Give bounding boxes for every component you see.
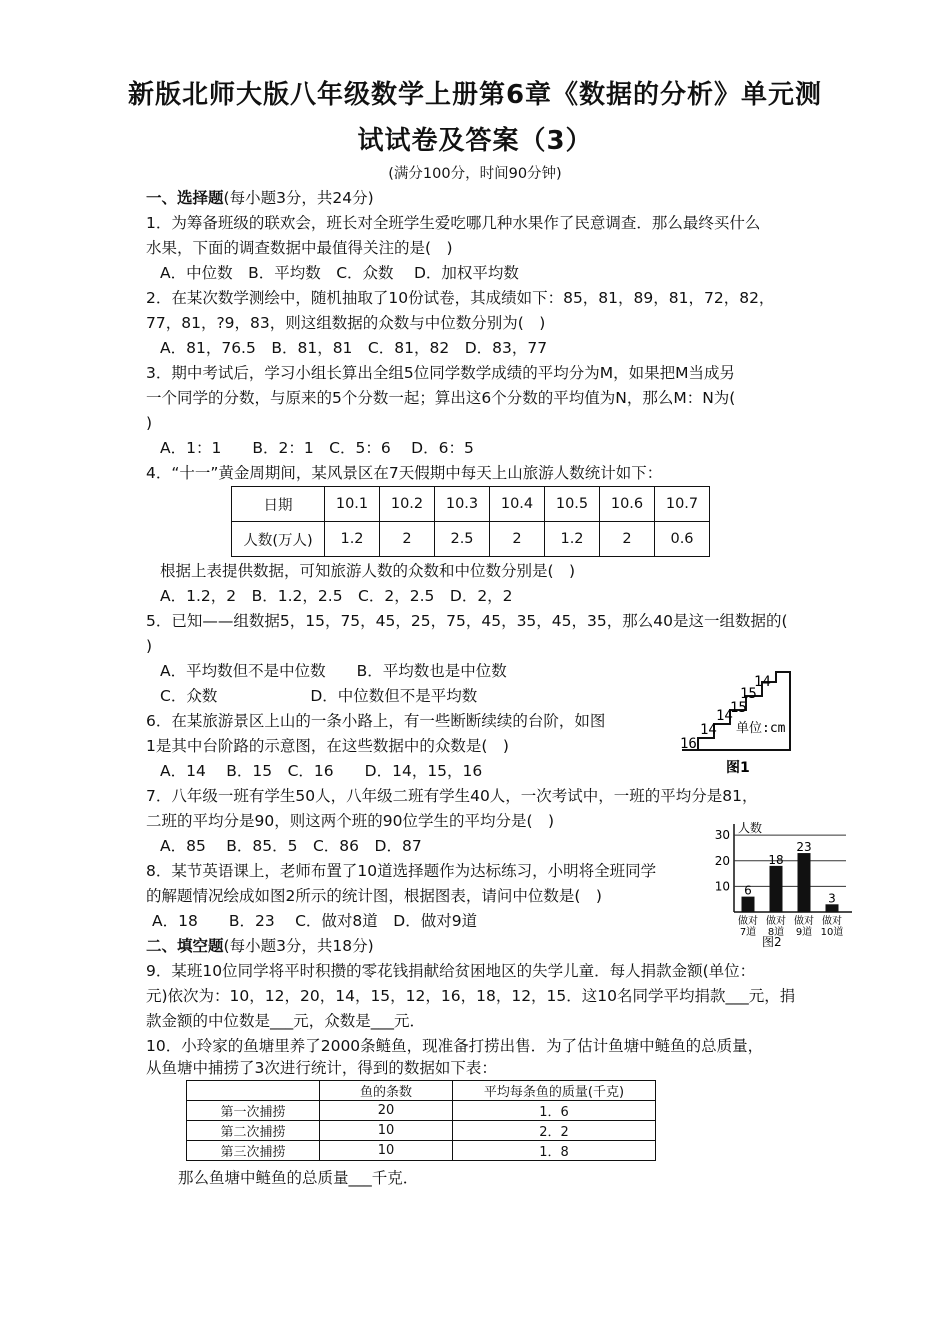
q4-date: 10.3 <box>435 487 490 522</box>
q10-table <box>186 1080 656 1161</box>
category-label: 做对 <box>738 916 758 927</box>
q9-line3: 款金额的中位数是___元，众数是___元． <box>146 1012 426 1030</box>
figure-2-caption: 图2 <box>762 935 782 949</box>
q4-table-row-dates <box>232 487 710 522</box>
q10-cell: 2．2 <box>453 1121 656 1141</box>
q7-options: A．85 B．85．5 C．86 D．87 <box>160 837 422 855</box>
q10-table-row <box>187 1101 656 1121</box>
q10-cell: 第三次捕捞 <box>187 1141 320 1161</box>
q1-line2: 水果，下面的调查数据中最值得关注的是( ) <box>146 239 453 257</box>
q10-cell: 1．6 <box>453 1101 656 1121</box>
bar-value-label: 23 <box>796 840 812 855</box>
q6-options: A．14 B．15 C．16 D．14，15，16 <box>160 762 483 780</box>
figure-1-stairs <box>678 668 798 778</box>
q4-after: 根据上表提供数据，可知旅游人数的众数和中位数分别是( ) <box>160 562 576 580</box>
q4-row2-head: 人数(万人) <box>232 522 325 557</box>
q4-date: 10.7 <box>655 487 710 522</box>
q4-count: 0.6 <box>655 522 710 557</box>
q5-options-ab: A．平均数但不是中位数 B．平均数也是中位数 <box>160 662 507 680</box>
bar <box>826 904 839 912</box>
q4-row1-head: 日期 <box>232 487 325 522</box>
q3-line2: 一个同学的分数，与原来的5个分数一起；算出这6个分数的平均值为N，那么M：N为( <box>146 389 736 407</box>
step-height-label: 16 <box>680 736 697 752</box>
bar <box>770 866 783 912</box>
q4-count: 1.2 <box>545 522 600 557</box>
q5-options-cd: C．众数 D．中位数但不是平均数 <box>160 687 478 705</box>
q1-line1: 1．为筹备班级的联欢会，班长对全班学生爱吃哪几种水果作了民意调查．那么最终买什么 <box>146 214 761 232</box>
q10-cell: 10 <box>320 1121 453 1141</box>
q2-line1: 2．在某次数学测绘中，随机抽取了10份试卷，其成绩如下：85，81，89，81，72，82， <box>146 289 775 307</box>
q2-options: A．81，76.5 B．81，81 C．81，82 D．83，77 <box>160 339 548 357</box>
section-1-note: (每小题3分，共24分) <box>223 189 374 207</box>
q7-line2: 二班的平均分是90，则这两个班的90位学生的平均分是( ) <box>146 812 555 830</box>
section-1-title: 一、选择题 <box>146 189 224 207</box>
bar-value-label: 6 <box>744 883 752 898</box>
section-2-title: 二、填空题 <box>146 937 224 955</box>
q10-after: 那么鱼塘中鲢鱼的总质量___千克． <box>178 1169 419 1187</box>
q10-cell: 1．8 <box>453 1141 656 1161</box>
q10-table-header <box>187 1081 656 1101</box>
q3-line1: 3．期中考试后，学习小组长算出全组5位同学数学成绩的平均分为M，如果把M当成另 <box>146 364 735 382</box>
q6-line2: 1是其中台阶路的示意图，在这些数据中的众数是( ) <box>146 737 509 755</box>
q4-count: 2.5 <box>435 522 490 557</box>
q5-line1: 5．已知——组数据5，15，75，45，25，75，45，35，45，35，那么40是这一组数据的( <box>146 612 788 630</box>
step-height-label: 14 <box>700 722 717 738</box>
y-tick-label: 10 <box>714 879 730 894</box>
category-label: 做对 <box>766 916 786 927</box>
category-label: 8道 <box>767 927 785 938</box>
q3-options: A．1：1 B．2：1 C．5：6 D．6：5 <box>160 439 474 457</box>
q4-date: 10.5 <box>545 487 600 522</box>
y-axis-label: 人数 <box>738 821 763 835</box>
q10-cell: 第二次捕捞 <box>187 1121 320 1141</box>
category-label: 做对 <box>822 916 842 927</box>
q10-header-cell: 平均每条鱼的质量(千克) <box>453 1081 656 1101</box>
q4-date: 10.4 <box>490 487 545 522</box>
q8-line1: 8．某节英语课上，老师布置了10道选择题作为达标练习，小明将全班同学 <box>146 862 657 880</box>
q10-line2: 从鱼塘中捕捞了3次进行统计，得到的数据如下表： <box>146 1059 497 1077</box>
bar <box>742 897 755 912</box>
step-height-label: 14 <box>716 708 733 724</box>
q4-date: 10.1 <box>325 487 380 522</box>
q4-count: 1.2 <box>325 522 380 557</box>
y-tick-label: 20 <box>714 853 730 868</box>
q1-options: A．中位数 B．平均数 C．众数 D．加权平均数 <box>160 264 519 282</box>
figure-1-caption: 图1 <box>726 760 750 776</box>
category-label: 7道 <box>739 927 757 938</box>
q4-line1: 4．“十一”黄金周期间，某风景区在7天假期中每天上山旅游人数统计如下： <box>146 464 663 482</box>
q4-date: 10.2 <box>380 487 435 522</box>
unit-label: 单位:cm <box>736 721 786 736</box>
q9-line1: 9．某班10位同学将平时积攒的零花钱捐献给贫困地区的失学儿童．每人捐款金额(单位： <box>146 962 756 980</box>
q4-table <box>231 486 710 557</box>
q9-line2: 元)依次为：10，12，20，14，15，12，16，18，12，15．这10名同学平均捐款___元，捐 <box>146 987 796 1005</box>
q10-cell: 10 <box>320 1141 453 1161</box>
q10-cell: 20 <box>320 1101 453 1121</box>
q7-line1: 7．八年级一班有学生50人，八年级二班有学生40人，一次考试中，一班的平均分是81， <box>146 787 758 805</box>
bar-value-label: 3 <box>828 891 836 906</box>
q10-table-row <box>187 1141 656 1161</box>
page-title-line2: 试试卷及答案（3） <box>357 126 593 156</box>
q4-count: 2 <box>380 522 435 557</box>
category-label: 做对 <box>794 916 814 927</box>
q8-line2: 的解题情况绘成如图2所示的统计图，根据图表，请问中位数是( ) <box>146 887 602 905</box>
q4-options: A．1.2，2 B．1.2，2.5 C．2，2.5 D．2，2 <box>160 587 513 605</box>
q4-count: 2 <box>490 522 545 557</box>
q5-line2: ) <box>146 637 153 655</box>
q10-cell: 第一次捕捞 <box>187 1101 320 1121</box>
section-2-note: (每小题3分，共18分) <box>223 937 374 955</box>
q4-date: 10.6 <box>600 487 655 522</box>
q4-table-row-counts <box>232 522 710 557</box>
q2-line2: 77，81，?9，83，则这组数据的众数与中位数分别为( ) <box>146 314 546 332</box>
q3-line3: ) <box>146 414 153 432</box>
figure-2-chart <box>706 820 856 950</box>
q6-line1: 6．在某旅游景区上山的一条小路上，有一些断断续续的台阶，如图 <box>146 712 606 730</box>
q10-header-cell <box>187 1081 320 1101</box>
section-1-heading <box>146 188 374 208</box>
section-2-heading <box>146 936 374 956</box>
q10-header-cell: 鱼的条数 <box>320 1081 453 1101</box>
category-label: 10道 <box>820 927 844 938</box>
subtitle: (满分100分，时间90分钟) <box>388 166 562 182</box>
bar <box>798 853 811 912</box>
step-height-label: 15 <box>740 686 757 702</box>
q10-line1: 10．小玲家的鱼塘里养了2000条鲢鱼，现准备打捞出售．为了估计鱼塘中鲢鱼的总质量， <box>146 1037 764 1055</box>
step-height-label: 14 <box>754 674 771 690</box>
page-title: 新版北师大版八年级数学上册第6章《数据的分析》单元测 <box>127 80 823 110</box>
step-height-label: 15 <box>730 700 747 716</box>
q10-table-row <box>187 1121 656 1141</box>
q4-count: 2 <box>600 522 655 557</box>
y-tick-label: 30 <box>714 828 730 843</box>
q8-options: A．18 B．23 C．做对8道 D．做对9道 <box>152 912 478 930</box>
category-label: 9道 <box>795 927 813 938</box>
bar-value-label: 18 <box>768 852 784 867</box>
